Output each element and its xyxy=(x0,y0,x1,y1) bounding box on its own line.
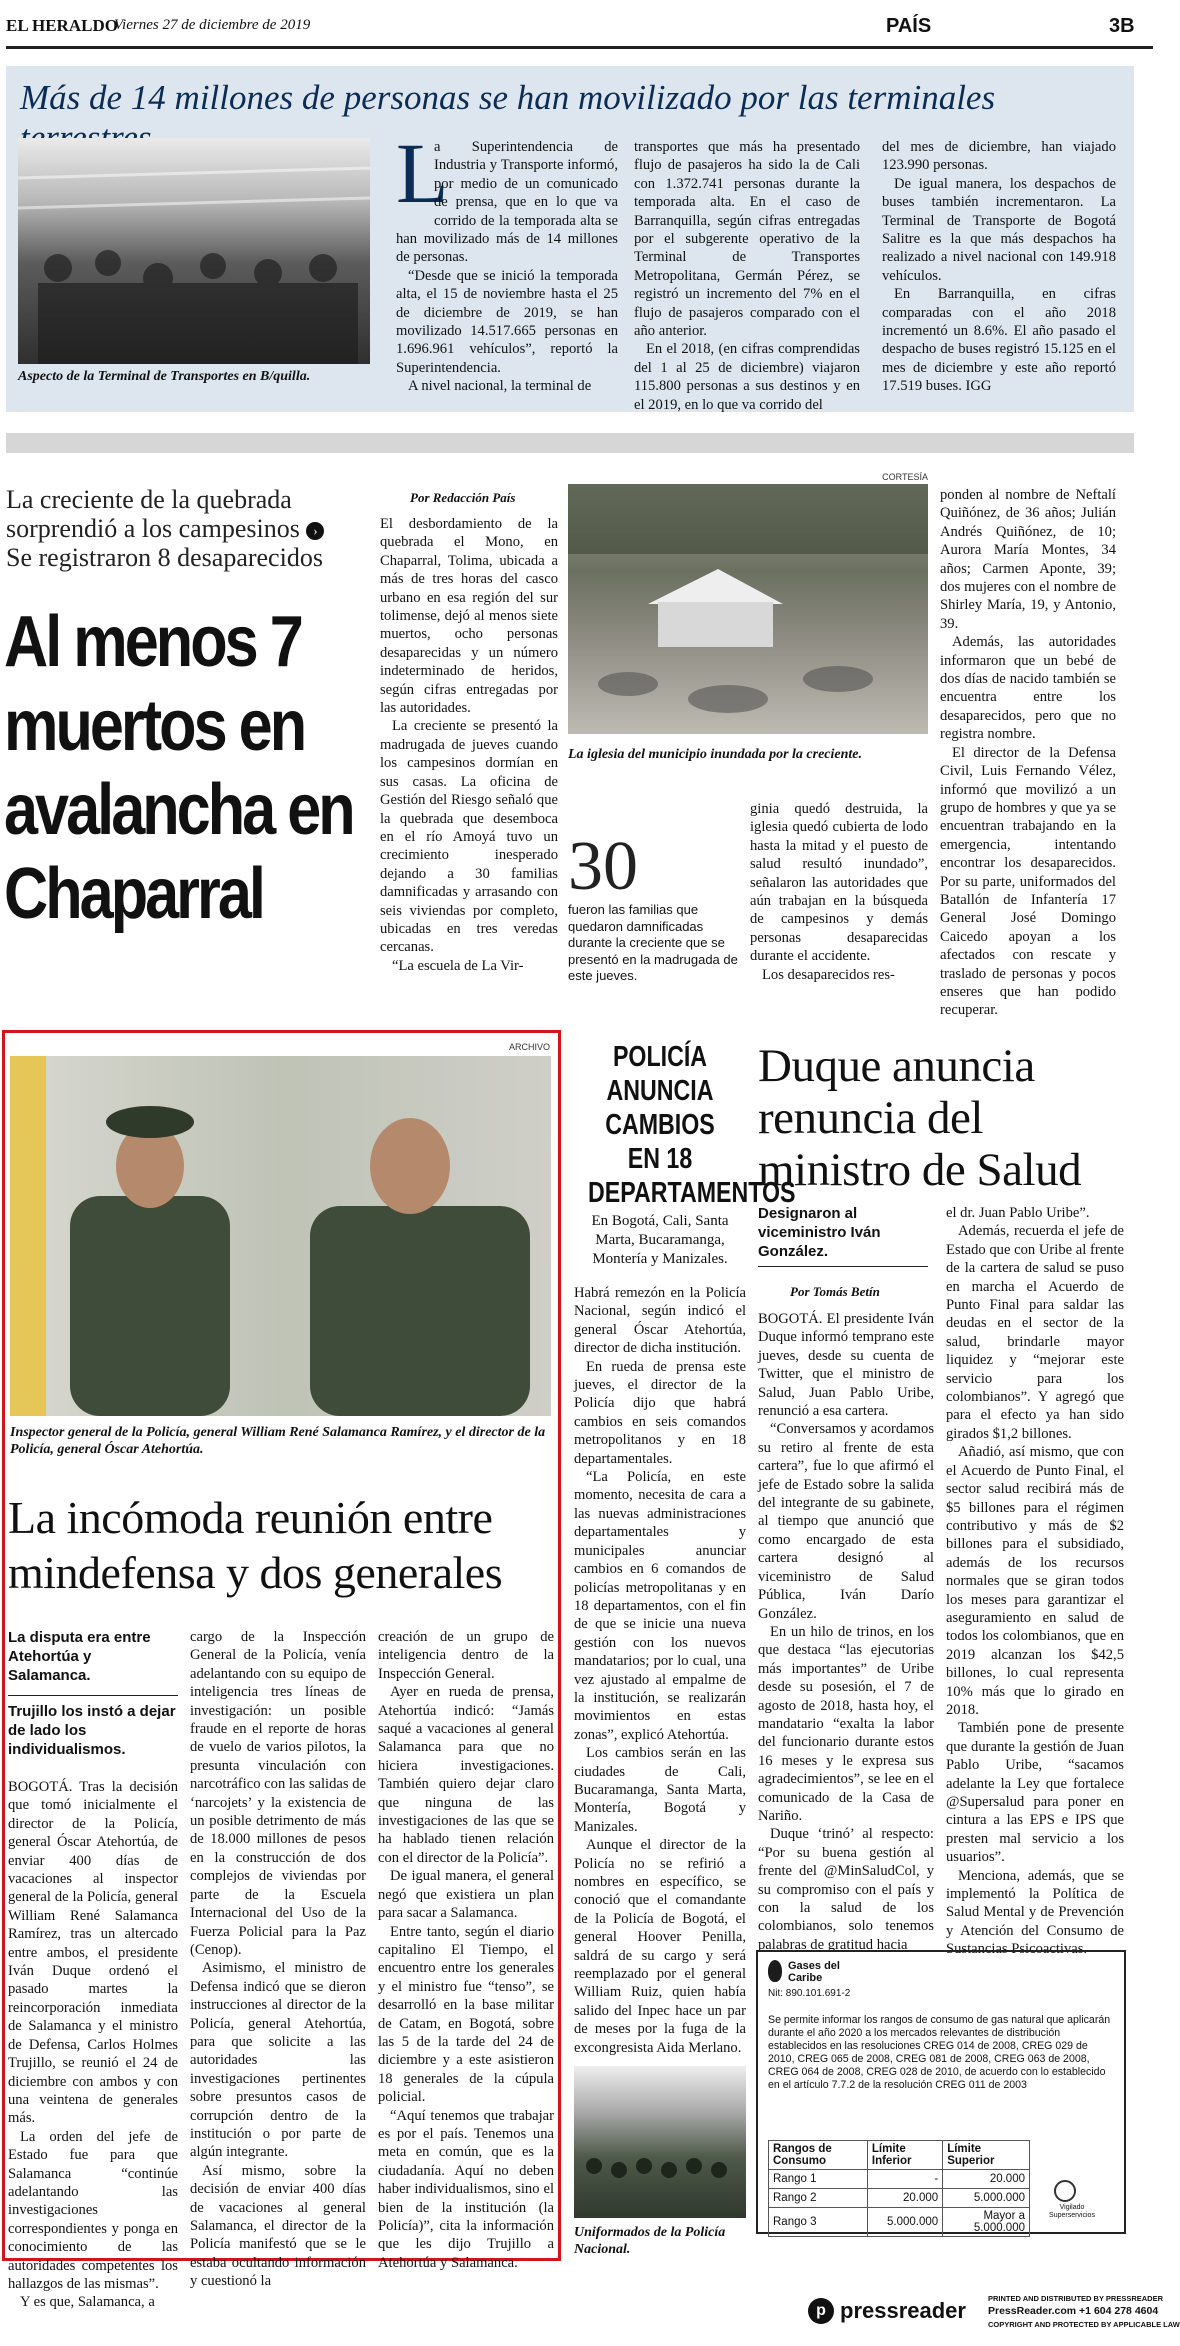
mid-col3-p2: Además, las autoridades informaron que un bebé de dos días de nacido también se encuentra entre los desaparecidos, pero que no registra nombre. xyxy=(940,634,1116,743)
mid-col1-p1: El desbordamiento de la quebrada el Mono, en Chaparral, Tolima, ubicada a más de tres horas del casco urbano en esa región del sur tolimense, dejó al menos siete muertos, ocho personas desaparecidas y un número indeterminado de heridos, según cifras entregadas por las autoridades. xyxy=(380,516,558,717)
duque-col-2 xyxy=(946,1204,1124,1958)
mid-kicker xyxy=(6,485,376,572)
duque-col2-p2: Además, recuerda el jefe de Estado que con Uribe al frente de la cartera de salud se puso en marcha el Acuerdo de Punto Final para saldar las deudas en el sector de la salud, brindarle mayor liquidez y “mejorar este servicio para los colombianos”. Y agregó que para el efecto ya han sido girados $1,2 billones. xyxy=(946,1223,1124,1442)
table-row xyxy=(769,2189,1030,2208)
cambios-p3: “La Policía, en este momento, necesita de cara a las nuevas administraciones departamentales y municipales anunciar cambios en 6 comandos de policías metropolitanas y en 18 departamentos, con el fin de que se inicie una nueva gestión con los nuevos mandatarios; por lo cual, una vez ajustado al empalme de la institución, se realizarán movimientos en estas zonas”, explicó Atehortúa. xyxy=(574,1469,746,1743)
top-col1-p1: a Superintendencia de Industria y Transporte informó, por medio de un comunicado de prensa, que en lo que va corrido de la temporada alta se han movilizado más de 14 millones de personas. xyxy=(396,139,618,266)
police-col2-p2: Asimismo, el ministro de Defensa indicó que se dieron instrucciones al director de la Policía, general Atehortúa, para que solicite a las autoridades las investigaciones pertinentes sobre presuntos casos de corrupción dentro de la institución o por parte de algún integrante. xyxy=(190,1960,366,2161)
uniformados-photo xyxy=(574,2066,746,2218)
date: Viernes 27 de diciembre de 2019 xyxy=(114,17,311,33)
ad-vigilado: Vigilado Superservicios xyxy=(1049,2204,1095,2219)
ad-table-header xyxy=(769,2141,1030,2170)
generals-photo-image xyxy=(10,1056,551,1416)
top-col1-p3: A nivel nacional, la terminal de xyxy=(408,378,592,395)
mid-col3-p3: El director de la Defensa Civil, Luis Fernando Vélez, informó que movilizó a un grupo de hombres y que ya se encuentran trabajando en la emergencia, intentando encontrar los desaparecidos. Por su parte, uniformados del Batallón de Infantería 17 General José Domingo Caicedo apoyan a los afectados con rescate y traslado de personas y pocos enseres que han podido recuperar. xyxy=(940,744,1116,1019)
mid-col-2 xyxy=(750,800,928,1000)
duque-col2-p5: Menciona, además, que se implementó la Política de Salud Mental y de Prevención y Atención del Consumo de Sustancias Psicoactivas. xyxy=(946,1867,1124,1958)
mid-col3-p1: ponden al nombre de Neftalí Quiñónez, de 36 años; Julián Andrés Quiñónez, de 10; Aurora María Montes, 34 años; Carmen Aponte, 39; dos mujeres con el nombre de Shirley María, 19, y Antonio, 39. xyxy=(940,487,1116,632)
ad-th-3: Límite Superior xyxy=(943,2141,1030,2170)
big-number-text: fueron las familias que quedaron damnificadas durante la creciente que se presentó en la madrugada de este jueves. xyxy=(568,902,738,983)
duque-col1-p3: En un hilo de trinos, en los que destaca “las ejecutorias más importantes” de Uribe desde su posesión, el 7 de agosto de 2018, hasta hoy, el mandatario “exalta la labor del funcionario durante estos 16 meses y le expresa sus agradecimientos”, se lee en el comunicado de la Casa de Nariño. xyxy=(758,1623,934,1824)
masthead xyxy=(6,8,1153,44)
ad-cell: Rango 1 xyxy=(769,2170,868,2189)
ad-nit: Nit: 890.101.691-2 xyxy=(768,1988,851,1999)
police-col-1 xyxy=(8,1778,178,2311)
ad-cell: - xyxy=(867,2170,942,2189)
vigilado-seal-icon xyxy=(1054,2180,1076,2202)
police-col-2 xyxy=(190,1628,366,2290)
generals-photo xyxy=(10,1056,551,1416)
police-credit: ARCHIVO xyxy=(508,1042,550,1052)
church-caption: La iglesia del municipio inundada por la creciente. xyxy=(568,747,862,762)
ad-cell: 5.000.000 xyxy=(943,2189,1030,2208)
top-col2-p2: En el 2018, (en cifras comprendidas del 1 al 25 de diciembre) viajaron 115.800 personas a sus destinos y en el 2019, en lo que va corrido del xyxy=(634,341,860,413)
uniformados-caption: Uniformados de la Policía Nacional. xyxy=(574,2225,726,2257)
police-sidebar xyxy=(8,1628,178,1759)
uniformados-photo-image xyxy=(574,2066,746,2218)
duque-col2-p3: Añadió, así mismo, que con el Acuerdo de Punto Final, el sector salud recibirá más de $5 billones para el régimen contributivo y más de $2 billones para el subsidiado, además de los recursos normales que se giran todos los meses para garantizar el aseguramiento en salud de todos los colombianos, que en 2019 alcanzan los $42,5 billones, lo cual representa 10% más que lo girado en 2018. xyxy=(946,1444,1124,1718)
gas-ad xyxy=(756,1950,1126,2234)
top-col-3 xyxy=(882,138,1116,400)
section-name: PAÍS xyxy=(886,15,932,37)
top-col2-p1: transportes que más ha presentado flujo de pasajeros ha sido la de Cali con 1.372.741 personas durante la temporada alta. En el caso de Barranquilla, según cifras entregadas por el subgerente operativo de la Terminal de Transportes Metropolitana, Germán Pérez, se registró un incremento del 7% en el flujo de pasajeros comparado con el año anterior. xyxy=(634,139,860,340)
police-caption: Inspector general de la Policía, general William René Salamanca Ramírez, y el director de la Policía, general Óscar Atehortúa. xyxy=(10,1425,546,1457)
section-bar xyxy=(6,433,1134,453)
police-col1-p2: La orden del jefe de Estado fue para que Salamanca “continúe adelantando las investigaciones correspondientes y ponga en conocimiento de las autoridades competentes los hallazgos de las mismas”. xyxy=(8,2128,178,2292)
ad-text: Se permite informar los rangos de consumo de gas natural que aplicarán durante el año 2020 a los mercados relevantes de distribución establecidos en las resoluciones CREG 014 de 2008, CREG 029 de 2010, CREG 065 de 2008, CREG 081 de 2008, CREG 063 de 2008, CREG 064 de 2008, CREG 028 de 2010, de acuerdo con lo establecido en el artículo 7.7.2 de la resolución CREG 011 de 2003 xyxy=(768,2014,1111,2091)
mid-col1-p2: La creciente se presentó la madrugada de jueves cuando los campesinos dormían en sus casas. La oficina de Gestión del Riesgo señaló que la quebrada que desemboca en el río Amoyá tuvo un crecimiento inesperado dejando a 30 familias damnificadas y arrasando con seis viviendas por completo, ubicadas en tres veredas cercanas. xyxy=(380,718,558,956)
footer-line-2: PressReader.com +1 604 278 4604 xyxy=(988,2305,1159,2317)
top-col3-p1: del mes de diciembre, han viajado 123.990 personas. xyxy=(882,139,1116,174)
duque-col1-p2: “Conversamos y acordamos su retiro al frente de esta cartera”, fue lo que afirmó el jefe de Estado sobre la salida del integrante de su gabinete, al tiempo que anunció que como encargado de esta cartera designó al viceministro de Salud Pública, Iván Darío González. xyxy=(758,1421,934,1622)
paper-name: EL HERALDO xyxy=(6,16,118,35)
top-col1-p2: “Desde que se inició la temporada alta, el 15 de noviembre hasta el 25 de diciembre de 2019, se han movilizado 14.517.665 personas en 1.696.961 vehículos”, reportó la Superintendencia. xyxy=(396,267,618,376)
pressreader-footer xyxy=(808,2292,1180,2336)
top-rule xyxy=(6,46,1153,49)
duque-col2-p1: el dr. Juan Pablo Uribe”. xyxy=(946,1205,1090,1221)
footer-line-3: COPYRIGHT AND PROTECTED BY APPLICABLE LAW xyxy=(988,2320,1180,2329)
duque-col1-p4: Duque ‘trinó’ al respecto: “Por su buena gestión al frente del @MinSaludCol, y su compromiso con el país y con la salud de los colombianos, solo tenemos palabras de gratitud hacia xyxy=(758,1826,934,1953)
top-story xyxy=(6,66,1134,412)
mid-credit: CORTESÍA xyxy=(882,472,928,482)
ad-cell: Rango 3 xyxy=(769,2208,868,2237)
mid-kicker-2: Se registraron 8 desaparecidos xyxy=(6,543,323,572)
cambios-p1: Habrá remezón en la Policía Nacional, según indicó el general Óscar Atehortúa, director de dicha institución. xyxy=(574,1285,746,1357)
top-col-2 xyxy=(634,138,860,413)
ad-brand: Gases del Caribe xyxy=(788,1960,840,1984)
police-col2-p3: Así mismo, sobre la decisión de enviar 400 días de vacaciones al general Salamanca, el director de la Policía manifestó que se le estaba ocultando información y cuestionó la xyxy=(190,2162,366,2290)
ad-cell: Rango 2 xyxy=(769,2189,868,2208)
mid-col1-p3: “La escuela de La Vir- xyxy=(392,957,524,974)
church-photo-image xyxy=(568,484,928,734)
ad-cell: 5.000.000 xyxy=(867,2208,942,2237)
police-col3-p5: “Aquí tenemos que trabajar es por el país. Tenemos una meta en común, que es la ciudadanía. Aquí no deben haber individualismos, sino el bien de la institución (la Policía)”, cita la información que les dijo Trujillo a Atehortúa y Salamanca. xyxy=(378,2107,554,2271)
police-col3-p2: Ayer en rueda de prensa, Atehortúa indicó: “Jamás saqué a vacaciones al general Salamanca para que no hiciera investigaciones. También quiero dejar claro que ninguna de las investigaciones de las que se ha hablado tienen relación con el director de la Policía”. xyxy=(378,1684,554,1866)
top-col3-p3: En Barranquilla, en cifras comparadas con el año 2018 incrementó un 8.6%. El año pasado el despacho de buses registró 15.125 en el mes de diciembre y este año reportó 17.519 buses. IGG xyxy=(882,286,1116,395)
cambios-p4: Los cambios serán en las ciudades de Cali, Bucaramanga, Santa Marta, Montería, Bogotá y Manizales. xyxy=(574,1745,746,1835)
ad-th-1: Rangos de Consumo xyxy=(769,2141,868,2170)
cambios-p2: En rueda de prensa este jueves, el director de la Policía dijo que habrá cambios en seis comandos metropolitanos y en 18 departamentales. xyxy=(574,1358,746,1467)
ad-th-2: Límite Inferior xyxy=(867,2141,942,2170)
top-caption: Aspecto de la Terminal de Transportes en B/quilla. xyxy=(18,369,311,384)
page-number: 3B xyxy=(1109,15,1135,37)
duque-headline: Duque anuncia renuncia del ministro de Salud xyxy=(758,1040,1082,1196)
ad-cell: 20.000 xyxy=(943,2170,1030,2189)
ad-table xyxy=(768,2140,1030,2237)
police-col3-p1: creación de un grupo de inteligencia dentro de la Inspección General. xyxy=(378,1629,554,1682)
cambios-headline: POLICÍA ANUNCIA CAMBIOS EN 18 DEPARTAMENTOS xyxy=(588,1041,796,1209)
top-col-1 xyxy=(396,138,618,400)
police-headline: La incómoda reunión entre mindefensa y dos generales xyxy=(8,1492,503,1598)
big-number: 30 xyxy=(568,828,638,905)
police-col3-p4: Entre tanto, según el diario capitalino El Tiempo, el encuentro entre los generales y el ministro fue “tenso”, se desarrolló en la base militar de Catam, en Bogotá, sobre las 5 de la tarde del 24 de diciembre y a este asistieron 18 generales de la cúpula policial. xyxy=(378,1923,554,2106)
police-col2-p1: cargo de la Inspección General de la Policía, venía adelantando con su equipo de inteligencia tres líneas de investigación: un posible fraude en el reporte de horas de vuelo de varios pilotos, la presunta vinculación con narcotráfico con las salidas de ‘narcojets’ y la existencia de un posible detrimento de más de 18.000 millones de pesos en la construcción de dos complejos de viviendas por parte de la Escuela Internacional del Uso de la Fuerza Policial para la Paz (Cenop). xyxy=(190,1629,366,1958)
cambios-deck: En Bogotá, Cali, Santa Marta, Bucaramanga, Montería y Manizales. xyxy=(591,1213,729,1267)
police-sub-divider xyxy=(8,1695,178,1696)
table-row xyxy=(769,2170,1030,2189)
top-col3-p2: De igual manera, los despachos de buses también incrementaron. La Terminal de Transporte de Bogotá Salitre es la que más despachos ha realizado a nivel nacional con 149.918 vehículos. xyxy=(882,175,1116,284)
arrow-circle-icon: › xyxy=(306,522,324,540)
cambios-body xyxy=(574,1284,746,2056)
police-col1-p3: Y es que, Salamanca, a xyxy=(20,2294,155,2311)
police-sub-1: La disputa era entre Atehortúa y Salamanca. xyxy=(8,1629,151,1684)
terminal-photo-image xyxy=(18,138,370,364)
duque-sub: Designaron al viceministro Iván González. xyxy=(758,1205,881,1260)
top-headline: Más de 14 millones de personas se han movilizado por las terminales xyxy=(20,78,996,117)
duque-byline: Por Tomás Betín xyxy=(790,1284,880,1299)
church-photo xyxy=(568,484,928,734)
mid-headline: Al menos 7 muertos en avalancha en Chaparral xyxy=(4,602,353,934)
table-row xyxy=(769,2208,1030,2237)
mid-kicker-1: La creciente de la quebrada sorprendió a los campesinos xyxy=(6,485,300,543)
police-sub-2: Trujillo los instó a dejar de lado los individualismos. xyxy=(8,1703,176,1758)
drop-cap: L xyxy=(396,125,449,221)
mid-byline: Por Redacción País xyxy=(410,490,516,505)
police-col3-p3: De igual manera, el general negó que existiera un plan para sacar a Salamanca. xyxy=(378,1868,554,1922)
pressreader-logo-icon: p xyxy=(808,2298,834,2324)
mid-col-3 xyxy=(940,486,1116,1019)
police-col1-p1: BOGOTÁ. Tras la decisión que tomó inicialmente el director de la Policía, general Óscar Atehortúa, de enviar 400 días de vacaciones al inspector general de la Policía, general William René Salamanca Ramírez, tras un altercado entre ambos, el presidente Iván Duque ordenó el pasado martes la reincorporación inmediata de Salamanca y el ministro de Defensa, Carlos Holmes Trujillo, se reunió el 24 de diciembre con ambos y con una veintena de generales más. xyxy=(8,1779,178,2127)
duque-col1-p1: BOGOTÁ. El presidente Iván Duque informó temprano este jueves, desde su cuenta de Twitter, que el ministro de Salud, Juan Pablo Uribe, renunció a esa cartera. xyxy=(758,1311,934,1420)
cambios-p5: Aunque el director de la Policía no se refirió a nombres en específico, se conoció que el comandante de la Policía de Bogotá, el general Hoover Penilla, saldrá de su cargo y será reemplazado por el general William Ruiz, quien había salido del Inpec hace un par de meses por la fuga de la excongresista Aida Merlano. xyxy=(574,1837,746,2056)
mid-col2-p2: Los desaparecidos res- xyxy=(762,966,895,983)
footer-line-1: PRINTED AND DISTRIBUTED BY PRESSREADER xyxy=(988,2294,1164,2303)
police-col-3 xyxy=(378,1628,554,2271)
mid-col2-p1: ginia quedó destruida, la iglesia quedó cubierta de lodo hasta la mitad y el puesto de salud resultó inundado”, señalaron las autoridades que aún trabajan en la búsqueda de campesinos y demás personas desaparecidas durante el accidente. xyxy=(750,801,928,965)
ad-cell: 20.000 xyxy=(867,2189,942,2208)
mid-col-1 xyxy=(380,515,558,1003)
terminal-photo xyxy=(18,138,370,364)
duque-col2-p4: También pone de presente que durante la gestión de Juan Pablo Uribe, “sacamos adelante la Ley que fortalece @Supersalud para poner en cintura a las EPS e IPS que presten mal servicio a los usuarios”. xyxy=(946,1720,1124,1866)
duque-sub-divider xyxy=(758,1266,928,1267)
flame-icon xyxy=(768,1960,782,1982)
duque-col-1 xyxy=(758,1310,934,1953)
pressreader-logo: pressreader xyxy=(840,2298,966,2323)
ad-cell: Mayor a 5.000.000 xyxy=(943,2208,1030,2237)
